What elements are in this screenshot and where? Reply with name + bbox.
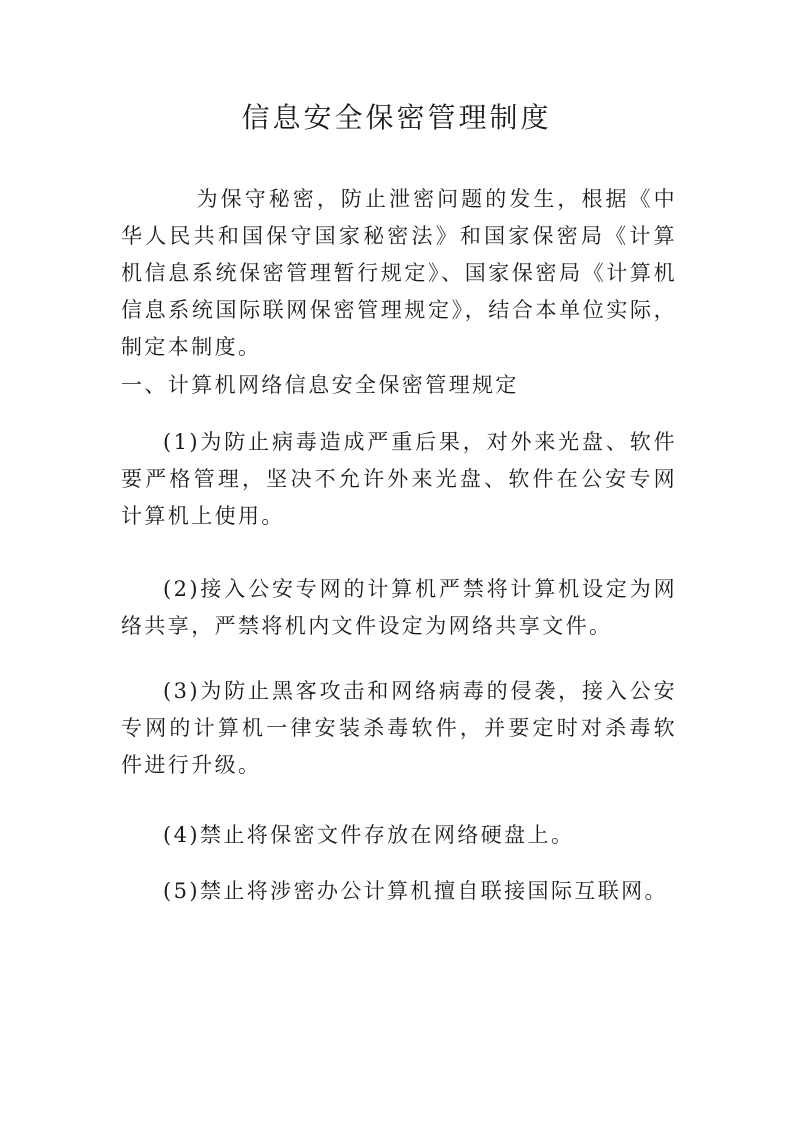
section-heading: 一、计算机网络信息安全保密管理规定 xyxy=(121,373,519,397)
document-title: 信息安全保密管理制度 xyxy=(241,101,552,134)
rule-item-2: (2)接入公安专网的计算机严禁将计算机设定为网络共享，严禁将机内文件设定为网络共享文件。 xyxy=(121,577,677,638)
rule-item-4: (4)禁止将保密文件存放在网络硬盘上。 xyxy=(163,823,575,847)
rule-item-5: (5)禁止将涉密办公计算机擅自联接国际互联网。 xyxy=(163,879,668,903)
intro-paragraph: 为保守秘密，防止泄密问题的发生，根据《中华人民共和国保守国家秘密法》和国家保密局《计算机信息系统保密管理暂行规定》、国家保密局《计算机信息系统国际联网保密管理规定》，结合本单位实际，制定本制度。 xyxy=(121,187,677,359)
rule-item-3: (3)为防止黑客攻击和网络病毒的侵袭，接入公安专网的计算机一律安装杀毒软件，并要定时对杀毒软件进行升级。 xyxy=(121,679,677,777)
rule-item-1: (1)为防止病毒造成严重后果，对外来光盘、软件要严格管理，坚决不允许外来光盘、软件在公安专网计算机上使用。 xyxy=(121,430,677,528)
